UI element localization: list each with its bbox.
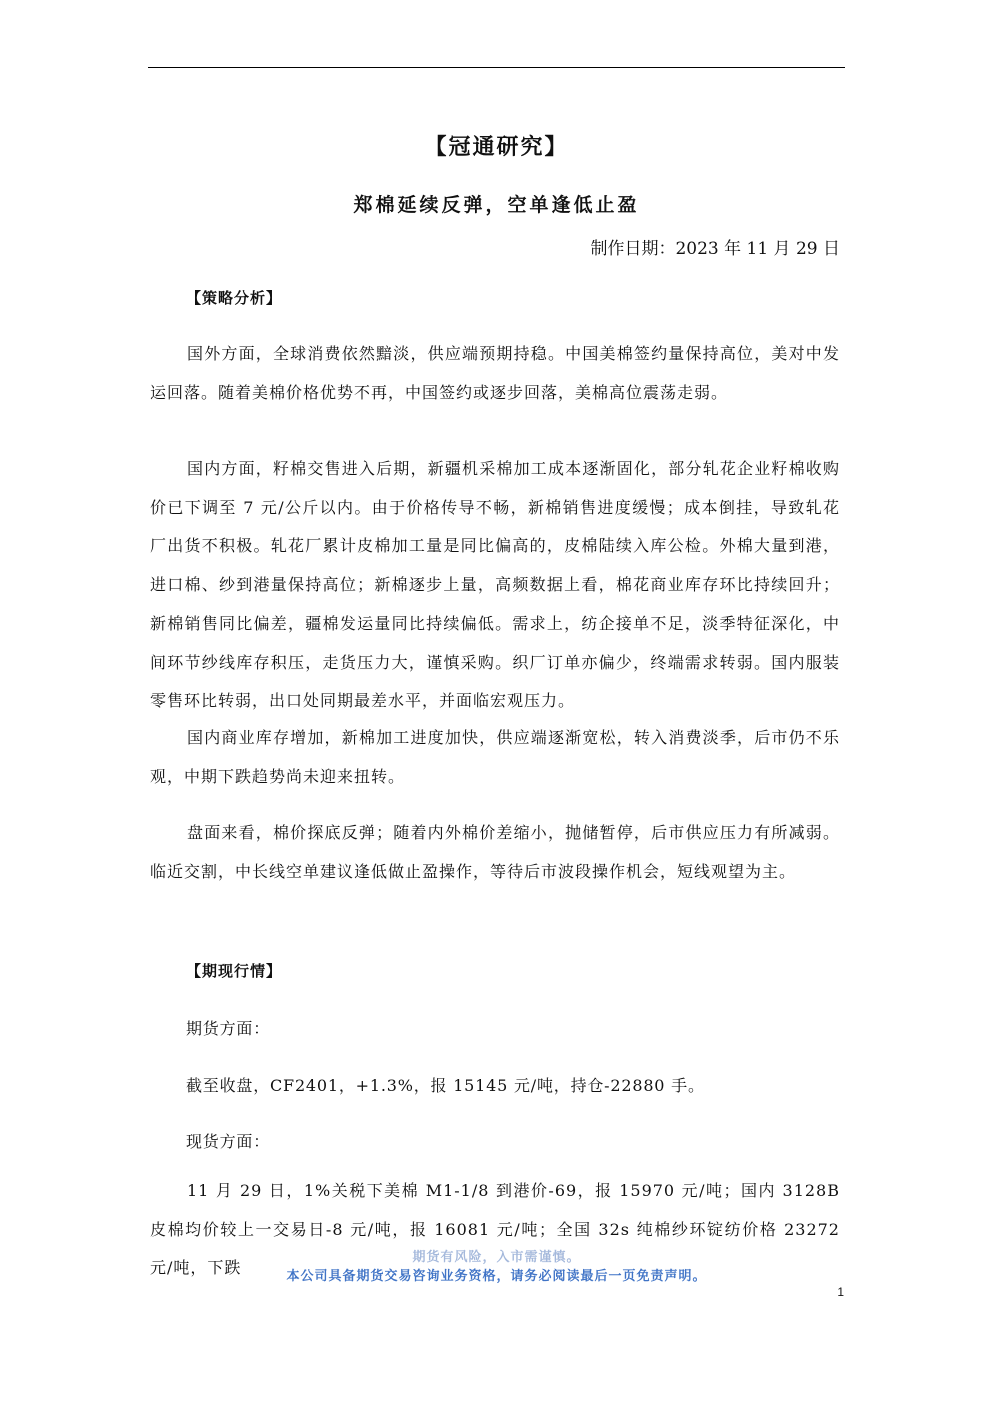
page-number: 1 bbox=[837, 1285, 844, 1299]
spot-label: 现货方面： bbox=[186, 1132, 271, 1151]
strategy-paragraph-advice: 盘面来看，棉价探底反弹；随着内外棉价差缩小，抛储暂停，后市供应压力有所减弱。临近交割，中长线空单建议逢低做止盈操作，等待后市波段操作机会，短线观望为主。 bbox=[150, 823, 840, 881]
qualification-notice: 本公司具备期货交易咨询业务资格，请务必阅读最后一页免责声明。 bbox=[286, 1269, 707, 1284]
market-heading: 【期现行情】 bbox=[186, 962, 283, 980]
strategy-paragraph-outlook: 国内商业库存增加，新棉加工进度加快，供应端逐渐宽松，转入消费淡季，后市仍不乐观，中期下跌趋势尚未迎来扭转。 bbox=[150, 728, 840, 786]
futures-quote: 截至收盘，CF2401，+1.3%，报 15145 元/吨，持仓-22880 手。 bbox=[186, 1076, 705, 1095]
strategy-paragraph-domestic: 国内方面，籽棉交售进入后期，新疆机采棉加工成本逐渐固化，部分轧花企业籽棉收购价已下调至 7 元/公斤以内。由于价格传导不畅，新棉销售进度缓慢；成本倒挂，导致轧花厂出货不积极。轧花厂累计皮棉加工量是同比偏高的，皮棉陆续入库公检。外棉大量到港，进口棉、纱到港量保持高位；新棉逐步上量，高频数据上看，棉花商业库存环比持续回升；新棉销售同比偏差，疆棉发运量同比持续偏低。需求上，纺企接单不足，淡季特征深化，中间环节纱线库存积压，走货压力大，谨慎采购。织厂订单亦偏少，终端需求转弱。国内服装零售环比转弱，出口处同期最差水平，并面临宏观压力。 bbox=[150, 459, 840, 711]
report-date: 制作日期：2023 年 11 月 29 日 bbox=[590, 239, 840, 259]
strategy-paragraph-overseas: 国外方面，全球消费依然黯淡，供应端预期持稳。中国美棉签约量保持高位，美对中发运回落。随着美棉价格优势不再，中国签约或逐步回落，美棉高位震荡走弱。 bbox=[150, 344, 840, 402]
spot-quote: 11 月 29 日，1%关税下美棉 M1-1/8 到港价-69，报 15970 元/吨；国内 3128B 皮棉均价较上一交易日-8 元/吨，报 16081 元/吨；全国 32s 纯棉纱环锭纺价格 23272 元/吨，下跌 bbox=[150, 1181, 840, 1278]
futures-label: 期货方面： bbox=[186, 1019, 271, 1038]
strategy-heading: 【策略分析】 bbox=[186, 289, 283, 307]
report-header: 【冠通研究】 bbox=[424, 134, 569, 160]
header-rule bbox=[148, 67, 845, 68]
risk-notice: 期货有风险，入市需谨慎。 bbox=[412, 1250, 581, 1265]
report-title: 郑棉延续反弹，空单逢低止盈 bbox=[353, 194, 640, 216]
